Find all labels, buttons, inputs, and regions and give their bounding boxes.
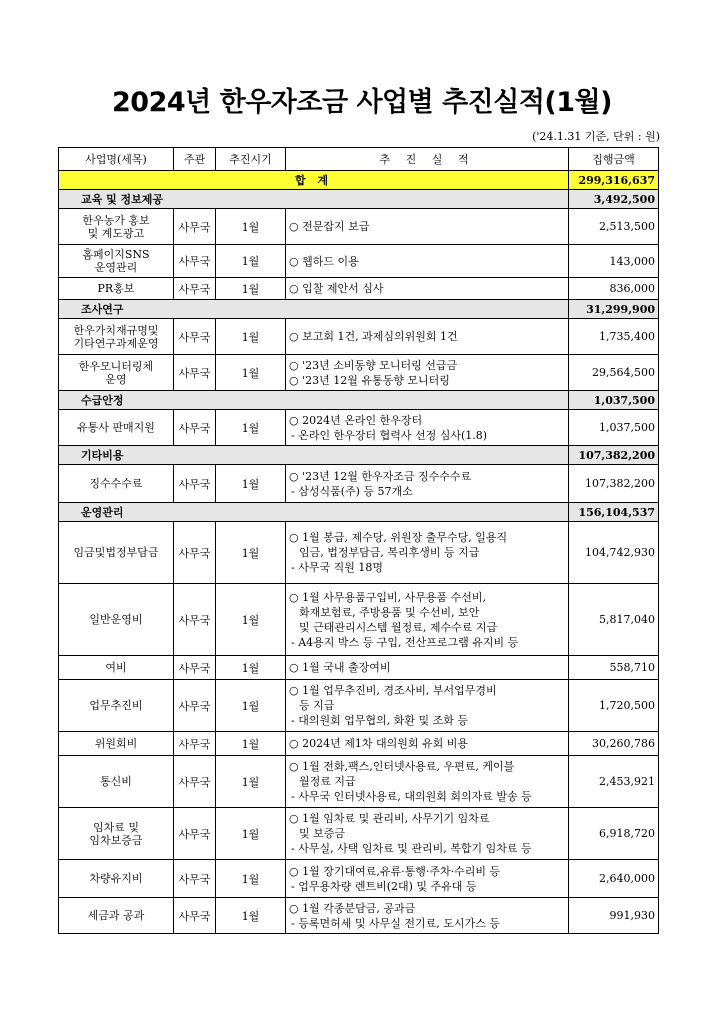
row-org: 사무국: [174, 860, 216, 898]
row-item: [59, 680, 174, 732]
category-amount: 3,492,500: [569, 190, 659, 209]
category-row: [59, 391, 659, 410]
row-item: [59, 732, 174, 756]
content-line: ○ 1월 각종분담금, 공과금: [289, 901, 416, 915]
row-org: 사무국: [174, 319, 216, 355]
total-row: [59, 171, 659, 190]
header-org: 주관: [174, 148, 216, 171]
content-line: 및 근태관리시스템 월정료, 제수수료 지급: [299, 620, 498, 634]
header-project: 사업명(세목): [59, 148, 174, 171]
row-amount: 558,710: [569, 656, 659, 680]
table-row: [59, 584, 659, 656]
row-content: [286, 898, 569, 934]
row-org: 사무국: [174, 465, 216, 503]
content-line: 및 보증금: [299, 827, 346, 840]
category-amount: 31,299,900: [569, 300, 659, 319]
row-item-line: 위원회비: [94, 737, 138, 750]
row-content: [286, 860, 569, 898]
table-row: [59, 860, 659, 898]
row-item-line: PR홍보: [97, 282, 135, 295]
row-amount: 1,735,400: [569, 319, 659, 355]
row-item-line: 한우농가 홍보: [82, 213, 150, 227]
content-line: ○ 1월 업무추진비, 경조사비, 부서업무경비: [289, 684, 497, 697]
row-org: 사무국: [174, 756, 216, 808]
row-content: [286, 584, 569, 656]
table-row: [59, 522, 659, 584]
row-amount: 143,000: [569, 245, 659, 278]
table-row: [59, 756, 659, 808]
header-period: 추진시기: [216, 148, 286, 171]
content-line: - 업무용차량 렌트비(2대) 및 주유대 등: [291, 879, 477, 893]
header-row: [59, 148, 659, 171]
row-item-line: 일반운영비: [89, 613, 143, 626]
row-content: [286, 465, 569, 503]
content-line: ○ '23년 12월 유통동향 모니터링: [289, 373, 450, 387]
table-row: [59, 465, 659, 503]
row-amount: 5,817,040: [569, 584, 659, 656]
row-org: 사무국: [174, 410, 216, 446]
row-amount: 991,930: [569, 898, 659, 934]
total-label: 합 계: [59, 171, 569, 190]
content-line: ○ 1월 장기대여료,유류·통행·주차·수리비 등: [289, 864, 501, 878]
row-item-line: 운영관리: [94, 261, 138, 274]
row-org: 사무국: [174, 898, 216, 934]
row-amount: 107,382,200: [569, 465, 659, 503]
row-org: 사무국: [174, 278, 216, 300]
content-line: ○ 1월 봉급, 제수당, 위원장 출무수당, 일용직: [289, 531, 508, 544]
content-line: - 사무실, 사택 임차료 및 관리비, 복합기 임차료 등: [291, 842, 532, 855]
row-amount: 29,564,500: [569, 355, 659, 391]
row-item: [59, 319, 174, 355]
row-item: [59, 756, 174, 808]
row-item-line: 한우가치재규명및: [73, 323, 159, 337]
row-org: 사무국: [174, 808, 216, 860]
row-period: 1월: [216, 522, 286, 584]
row-content: [286, 319, 569, 355]
row-period: 1월: [216, 732, 286, 756]
row-content: [286, 680, 569, 732]
content-line: ○ 1월 국내 출장여비: [289, 661, 391, 674]
content-line: ○ 1월 임차료 및 관리비, 사무기기 임차료: [289, 812, 490, 825]
row-content: [286, 209, 569, 245]
content-line: 등 지급: [299, 699, 335, 712]
content-line: ○ 보고회 1건, 과제심의위원회 1건: [289, 330, 458, 343]
row-item-line: 업무추진비: [89, 699, 143, 712]
content-line: 임금, 법정부담금, 복리후생비 등 지급: [299, 546, 480, 559]
content-line: ○ 전문잡지 보급: [289, 220, 370, 233]
row-item: [59, 465, 174, 503]
category-row: [59, 300, 659, 319]
content-line: - A4용지 박스 등 구입, 전산프로그램 유지비 등: [291, 635, 519, 649]
row-content: [286, 656, 569, 680]
row-content: [286, 756, 569, 808]
row-org: 사무국: [174, 680, 216, 732]
row-content: [286, 355, 569, 391]
table-row: [59, 680, 659, 732]
row-period: 1월: [216, 209, 286, 245]
category-row: [59, 190, 659, 209]
row-amount: 2,513,500: [569, 209, 659, 245]
row-content: [286, 410, 569, 446]
header-content: 추 진 실 적: [286, 148, 569, 171]
row-period: 1월: [216, 355, 286, 391]
row-amount: 1,720,500: [569, 680, 659, 732]
row-item: [59, 355, 174, 391]
row-item: [59, 898, 174, 934]
content-line: ○ 2024년 제1차 대의원회 유회 비용: [289, 737, 468, 750]
page-title: 2024년 한우자조금 사업별 추진실적(1월): [112, 87, 612, 118]
row-amount: 30,260,786: [569, 732, 659, 756]
row-content: [286, 522, 569, 584]
category-name: 기타비용: [59, 446, 569, 465]
row-item-line: 통신비: [100, 775, 132, 788]
table-row: [59, 355, 659, 391]
content-line: ○ 웹하드 이용: [289, 254, 359, 268]
performance-table: [58, 147, 659, 934]
category-amount: 107,382,200: [569, 446, 659, 465]
row-item: [59, 584, 174, 656]
row-content: [286, 278, 569, 300]
row-item: [59, 808, 174, 860]
row-item: [59, 278, 174, 300]
table-row: [59, 732, 659, 756]
content-line: ○ 1월 전화,팩스,인터넷사용료, 우편료, 케이블: [289, 760, 515, 773]
row-content: [286, 245, 569, 278]
row-amount: 1,037,500: [569, 410, 659, 446]
row-item-line: 징수수수료: [89, 477, 143, 490]
table-row: [59, 319, 659, 355]
row-amount: 104,742,930: [569, 522, 659, 584]
row-period: 1월: [216, 584, 286, 656]
row-item-line: 기타연구과제운영: [73, 336, 159, 350]
category-row: [59, 446, 659, 465]
row-item: [59, 656, 174, 680]
row-period: 1월: [216, 465, 286, 503]
table-row: [59, 898, 659, 934]
row-item-line: 임금및법정부담금: [73, 546, 159, 559]
row-amount: 6,918,720: [569, 808, 659, 860]
content-line: 화재보험료, 주방용품 및 수선비, 보안: [299, 605, 480, 619]
content-line: - 삼성식품(주) 등 57개소: [291, 484, 413, 498]
category-name: 수급안정: [59, 391, 569, 410]
content-line: - 온라인 한우장터 협력사 선정 심사(1.8): [291, 428, 488, 442]
row-item: [59, 245, 174, 278]
content-line: ○ '23년 소비동향 모니터링 선급금: [289, 358, 458, 372]
row-org: 사무국: [174, 584, 216, 656]
row-amount: 836,000: [569, 278, 659, 300]
row-item: [59, 410, 174, 446]
row-period: 1월: [216, 898, 286, 934]
row-period: 1월: [216, 656, 286, 680]
category-name: 조사연구: [59, 300, 569, 319]
content-line: 월정료 지급: [299, 775, 356, 788]
category-amount: 156,104,537: [569, 503, 659, 522]
row-item-line: 한우모니터링체: [78, 359, 154, 373]
row-period: 1월: [216, 680, 286, 732]
content-line: - 등록면허세 및 사무실 전기료, 도시가스 등: [291, 916, 500, 930]
content-line: - 사무국 인터넷사용료, 대의원회 회의자료 발송 등: [291, 790, 532, 803]
row-org: 사무국: [174, 656, 216, 680]
header-amount: 집행금액: [569, 148, 659, 171]
row-item: [59, 860, 174, 898]
row-item-line: 차량유지비: [89, 872, 143, 885]
table-row: [59, 808, 659, 860]
row-item-line: 및 계도광고: [87, 226, 145, 240]
row-period: 1월: [216, 245, 286, 278]
row-org: 사무국: [174, 522, 216, 584]
category-name: 교육 및 정보제공: [59, 190, 569, 209]
row-item-line: 여비: [105, 661, 127, 674]
row-item: [59, 522, 174, 584]
content-line: ○ 입찰 제안서 심사: [289, 282, 384, 295]
row-item: [59, 209, 174, 245]
row-content: [286, 732, 569, 756]
table-row: [59, 278, 659, 300]
row-period: 1월: [216, 756, 286, 808]
row-item-line: 임차료 및: [92, 820, 139, 834]
table-row: [59, 410, 659, 446]
content-line: - 대의원회 업무협의, 화환 및 조화 등: [291, 714, 468, 727]
content-line: - 사무국 직원 18명: [291, 561, 383, 574]
row-org: 사무국: [174, 355, 216, 391]
row-item-line: 임차보증금: [89, 833, 143, 847]
row-period: 1월: [216, 860, 286, 898]
category-row: [59, 503, 659, 522]
row-item-line: 운영: [105, 372, 127, 386]
content-line: ○ 1월 사무용품구입비, 사무용품 수선비,: [289, 590, 486, 604]
table-row: [59, 245, 659, 278]
row-item-line: 유통사 판매지원: [77, 421, 155, 434]
row-period: 1월: [216, 808, 286, 860]
table-row: [59, 209, 659, 245]
row-amount: 2,640,000: [569, 860, 659, 898]
row-period: 1월: [216, 278, 286, 300]
unit-note: ('24.1.31 기준, 단위 : 원): [532, 130, 660, 143]
table-row: [59, 656, 659, 680]
row-period: 1월: [216, 410, 286, 446]
row-org: 사무국: [174, 732, 216, 756]
content-line: ○ '23년 12월 한우자조금 징수수수료: [289, 469, 472, 483]
category-name: 운영관리: [59, 503, 569, 522]
row-period: 1월: [216, 319, 286, 355]
row-org: 사무국: [174, 245, 216, 278]
category-amount: 1,037,500: [569, 391, 659, 410]
content-line: ○ 2024년 온라인 한우장터: [289, 413, 423, 427]
row-org: 사무국: [174, 209, 216, 245]
total-amount: 299,316,637: [569, 171, 659, 190]
row-item-line: 홈페이지SNS: [82, 248, 150, 261]
row-item-line: 세금과 공과: [87, 909, 145, 922]
row-content: [286, 808, 569, 860]
row-amount: 2,453,921: [569, 756, 659, 808]
